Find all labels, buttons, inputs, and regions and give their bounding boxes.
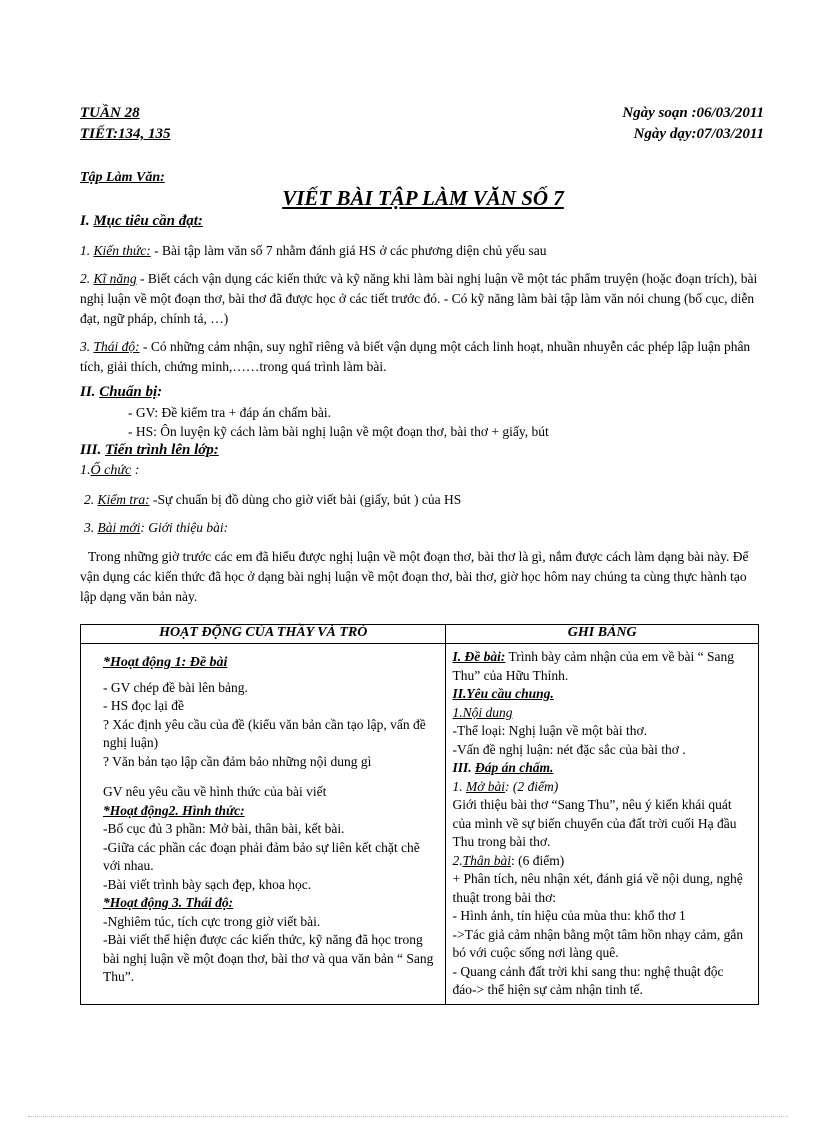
body-part-heading: 2.Thân bài: (6 điểm) bbox=[452, 852, 565, 868]
activity-3-heading: *Hoạt động 3. Thái độ: bbox=[103, 895, 234, 910]
intro-part-heading: 1. Mở bài: (2 điểm) bbox=[452, 778, 559, 794]
teach-date: Ngày dạy:07/03/2011 bbox=[633, 126, 764, 142]
section-3-heading: III. Tiến trình lên lớp: bbox=[80, 442, 219, 458]
section-1-heading: I. Mục tiêu cần đạt: bbox=[80, 213, 203, 229]
board-line: ->Tác giả cảm nhận bằng một tâm hồn nhạy cảm, gắn bó với cuộc sống nơi làng quê. bbox=[452, 926, 744, 960]
content-heading: 1.Nội dung bbox=[452, 704, 513, 720]
answer-key-heading: III. Đáp án chấm. bbox=[452, 760, 554, 775]
period-label: TIẾT:134, 135 bbox=[80, 126, 171, 142]
lesson-table bbox=[80, 624, 759, 1005]
topic-line: I. Đề bài: Trình bày cảm nhận của em về bài “ Sang Thu” của Hữu Thỉnh. bbox=[452, 649, 735, 683]
section-2-heading: II. Chuẩn bị: bbox=[80, 384, 163, 400]
activity-line: -Nghiêm túc, tích cực trong giờ viết bài. bbox=[103, 913, 321, 929]
activity-line: GV nêu yêu cầu về hình thức của bài viết bbox=[103, 784, 327, 799]
hs-preparation: - HS: Ôn luyện kỹ cách làm bài nghị luận về một đoạn thơ, bài thơ + giấy, bút bbox=[128, 424, 549, 439]
knowledge-item: 1. Kiến thức: - Bài tập làm văn số 7 nhằm đánh giá HS ở các phương diện chủ yếu sau bbox=[80, 243, 547, 258]
check-item: 2. Kiểm tra: -Sự chuẩn bị đồ dùng cho giờ viết bài (giấy, bút ) của HS bbox=[84, 492, 462, 507]
board-line: Giới thiệu bài thơ “Sang Thu”, nêu ý kiến khái quát của mình về sự biến chuyển của đất trời cuối Hạ đầu Thu trong bài thơ. bbox=[452, 797, 737, 849]
board-line: -Thể loại: Nghị luận về một bài thơ. bbox=[452, 723, 648, 738]
gv-preparation: - GV: Đề kiểm tra + đáp án chấm bài. bbox=[128, 405, 332, 420]
activity-line: - GV chép đề bài lên bảng. bbox=[103, 679, 248, 695]
subject-label: Tập Làm Văn: bbox=[80, 170, 165, 185]
activity-line: ? Văn bản tạo lập cần đảm bảo những nội dung gì bbox=[103, 753, 372, 769]
prep-date: Ngày soạn :06/03/2011 bbox=[622, 105, 764, 121]
new-lesson-item: 3. Bài mới: Giới thiệu bài: bbox=[84, 520, 229, 535]
board-line: - Hình ảnh, tín hiệu của mùa thu: khổ thơ 1 bbox=[452, 908, 686, 923]
page-title: VIẾT BÀI TẬP LÀM VĂN SỐ 7 bbox=[282, 186, 564, 210]
general-requirements-heading: II.Yêu cầu chung. bbox=[452, 686, 554, 701]
board-cell bbox=[446, 644, 759, 1005]
board-line: -Vấn đề nghị luận: nét đặc sắc của bài thơ . bbox=[452, 741, 686, 757]
activity-line: ? Xác định yêu cầu của đề (kiểu văn bản cần tạo lập, vấn đề nghị luận) bbox=[103, 716, 426, 750]
activity-1-heading: *Hoạt động 1: Đề bài bbox=[103, 655, 228, 670]
activity-line: - HS đọc lại đề bbox=[103, 698, 184, 713]
intro-paragraph: Trong những giờ trước các em đã hiểu được nghị luận về một đoạn thơ, bài thơ là gì, nắm được cách làm dạng bài này. Để vận dụng các kiến thức đã học ở dạng bài nghị luận về một đoạn thơ, bài thơ, giờ học hôm nay chúng ta cùng thực hành tạo lập dạng văn bản này. bbox=[80, 549, 749, 604]
skill-item: 2. Kĩ năng - Biết cách vận dụng các kiến thức và kỹ năng khi làm bài nghị luận về một tác phẩm truyện (hoặc đoạn trích), bài nghị luận về một đoạn thơ, bài thơ đã được học ở các tiết trước đó. - Có kỹ năng làm bài tập làm văn nói chung (bố cục, diễn đạt, ngữ pháp, chính tả, …) bbox=[80, 271, 758, 326]
activity-line: -Bài viết thể hiện được các kiến thức, kỹ năng đã học trong bài nghị luận về một đoạn thơ, bài thơ và qua văn bản “ Sang Thu”. bbox=[103, 932, 434, 984]
week-label: TUẦN 28 bbox=[80, 105, 140, 121]
organization-item: 1.Ổ chức : bbox=[80, 463, 140, 478]
footer-divider bbox=[28, 1116, 788, 1117]
activity-line: -Giữa các phần các đoạn phải đảm bảo sự liên kết chặt chẽ với nhau. bbox=[103, 839, 420, 873]
activity-line: -Bố cục đủ 3 phần: Mở bài, thân bài, kết bài. bbox=[103, 821, 345, 836]
board-line: - Quang cảnh đất trời khi sang thu: nghệ thuật độc đáo-> thể hiện sự cảm nhận tinh tế. bbox=[452, 963, 724, 997]
board-line: + Phân tích, nêu nhận xét, đánh giá về nội dung, nghệ thuật trong bài thơ: bbox=[452, 871, 743, 905]
attitude-item: 3. Thái độ: - Có những cảm nhận, suy nghĩ riêng và biết vận dụng một cách linh hoạt, nhuần nhuyễn các phép lập luận phân tích, giải thích, chứng minh,……trong quá trình làm bài. bbox=[80, 339, 751, 374]
activities-cell bbox=[81, 644, 446, 1005]
col-header-board: GHI BẢNG bbox=[446, 625, 759, 644]
activity-line: -Bài viết trình bày sạch đẹp, khoa học. bbox=[103, 876, 312, 892]
activity-2-heading: *Hoạt động2. Hình thức: bbox=[103, 802, 245, 818]
col-header-activities: HOẠT ĐỘNG CỦA THẦY VÀ TRÒ bbox=[81, 625, 446, 644]
